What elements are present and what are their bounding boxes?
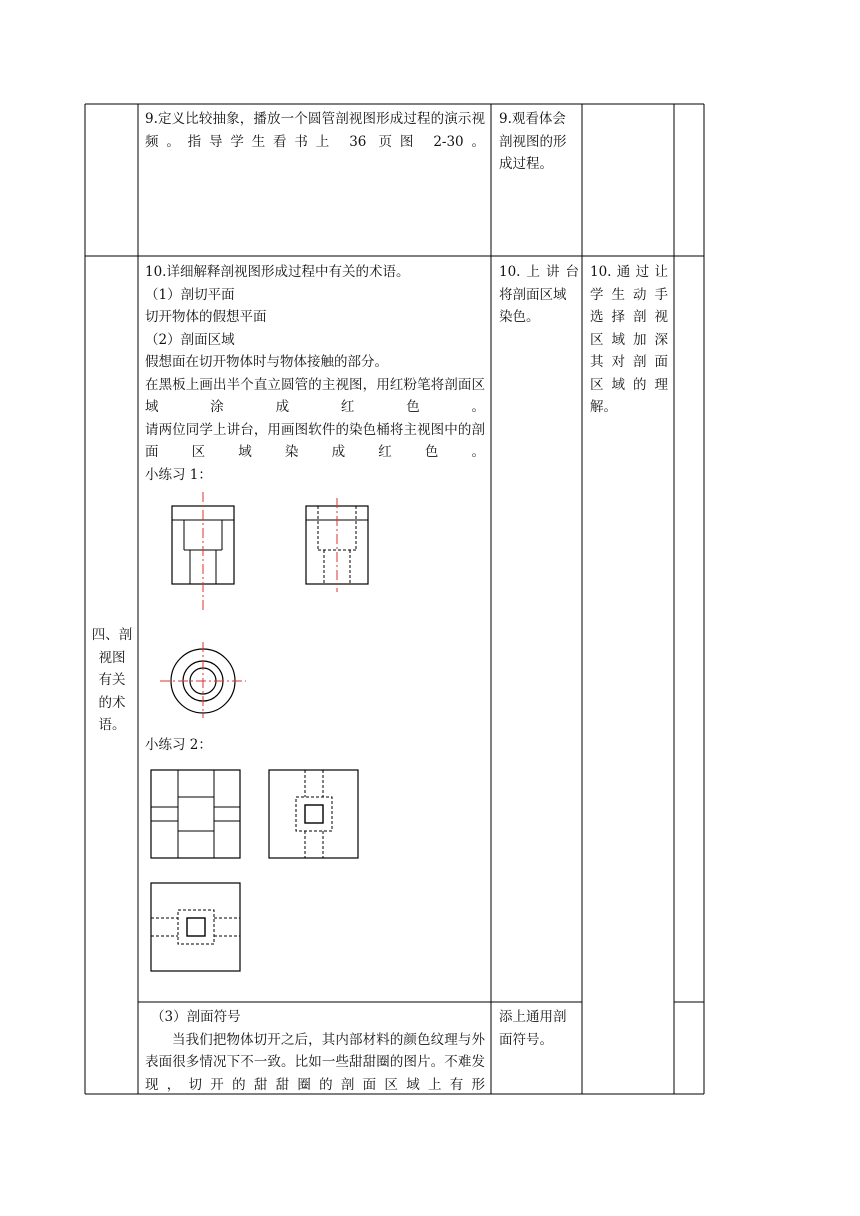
row1-student-line: 剖视图的形 xyxy=(499,133,567,150)
row2-student-line: 染色。 xyxy=(499,309,540,325)
row3-teacher-activity xyxy=(145,1006,485,1096)
stage-line: 有关 xyxy=(98,672,126,688)
row3-student-activity xyxy=(499,1006,579,1051)
practice1-label: 小练习 1： xyxy=(145,466,212,483)
teacher-line: 请两位同学上讲台，用画图软件的染色桶将主视图中的剖面区域染成红色。 xyxy=(145,421,485,460)
practice1-front-view-hidden xyxy=(306,498,368,592)
intent-line: 区域的理 xyxy=(590,376,668,393)
intent-line: 学生动手 xyxy=(590,286,668,303)
teacher-line: 10.详细解释剖视图形成过程中有关的术语。 xyxy=(145,264,410,280)
row1-student-line: 成过程。 xyxy=(499,156,553,172)
practice2-label: 小练习 2： xyxy=(145,737,212,753)
intent-line: 区域加深 xyxy=(590,331,668,348)
row1-student-line: 9.观看体会 xyxy=(499,111,566,127)
stage-line: 视图 xyxy=(98,649,126,666)
practice2-drawings xyxy=(150,769,370,975)
teacher-line: 在黑板上画出半个直立圆管的主视图，用红粉笔将剖面区域涂成红色。 xyxy=(145,376,485,415)
row2-student-line: 10.上讲台 xyxy=(499,264,579,280)
stage-line: 的术 xyxy=(98,694,126,711)
teacher-line: 假想面在切开物体时与物体接触的部分。 xyxy=(145,354,388,370)
row2-design-intent xyxy=(590,261,668,419)
row1-student-activity xyxy=(499,108,579,176)
section-body: 当我们把物体切开之后，其内部材料的颜色纹理与外表面很多情况下不一致。比如一些甜甜圈的图片。不难发现，切开的甜甜圈的剖面区域上有形 xyxy=(145,1031,485,1093)
teacher-line: （2）剖面区域 xyxy=(145,331,235,348)
practice2-side-view xyxy=(269,770,358,858)
practice2-top-view xyxy=(151,883,240,971)
intent-line: 其对剖面 xyxy=(590,354,668,370)
intent-line: 选择剖视 xyxy=(590,309,668,325)
section-heading: （3）剖面符号 xyxy=(151,1009,241,1025)
stage-line: 四、剖 xyxy=(91,627,133,643)
row3-student-line: 添上通用剖 xyxy=(499,1009,567,1025)
teacher-line: （1）剖切平面 xyxy=(145,286,235,303)
teacher-line: 切开物体的假想平面 xyxy=(145,309,267,325)
row2-student-activity xyxy=(499,261,579,329)
stage-line: 语。 xyxy=(98,717,126,733)
practice1-drawings xyxy=(150,488,410,718)
intent-line: 解。 xyxy=(590,399,617,415)
stage-label xyxy=(87,624,137,737)
practice1-top-view xyxy=(160,642,246,718)
practice2-front-view xyxy=(151,770,240,858)
row2-student-line: 将剖面区域 xyxy=(499,286,567,303)
practice2-label-wrap xyxy=(145,734,345,757)
practice1-front-view-solid xyxy=(172,492,234,612)
row1-teacher-activity: 9.定义比较抽象，播放一个圆管剖视图形成过程的演示视频。指导学生看书上 36 页图 2-30。 xyxy=(145,111,485,150)
row3-student-line: 面符号。 xyxy=(499,1031,553,1048)
intent-line: 10.通过让 xyxy=(590,264,668,280)
row2-teacher-activity xyxy=(145,261,485,486)
